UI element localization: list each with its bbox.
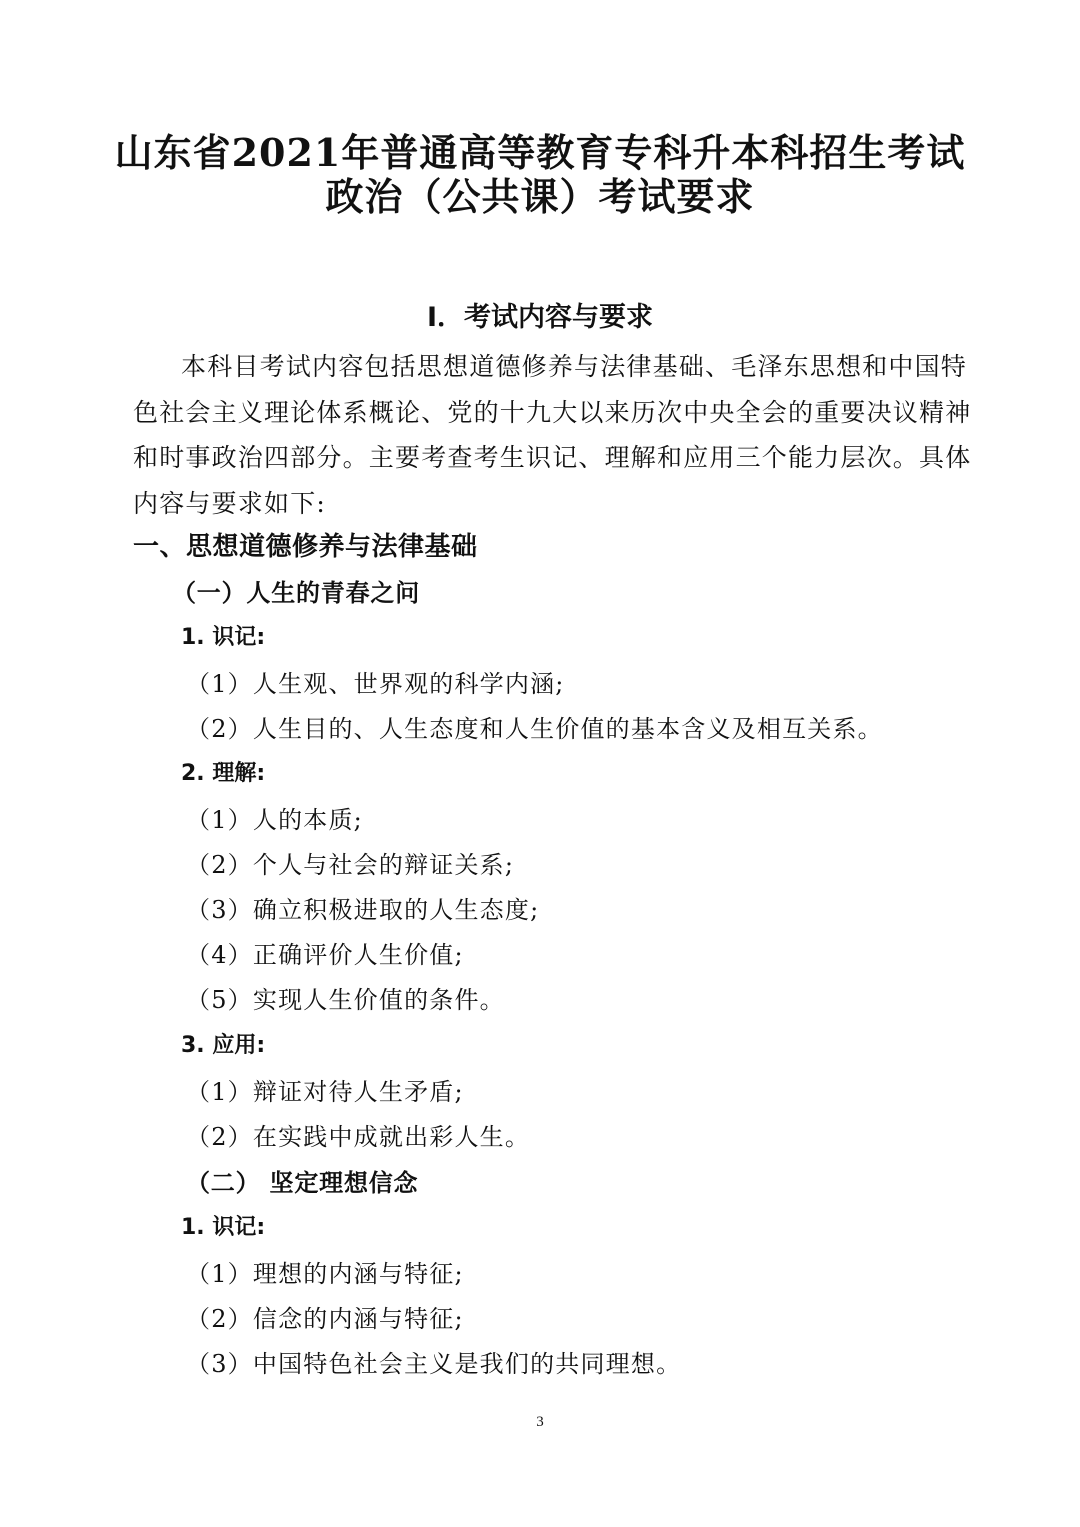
list-item: （1）人的本质; xyxy=(186,806,363,834)
sub2-heading: （二） 坚定理想信念 xyxy=(186,1169,419,1197)
list-item: （3）确立积极进取的人生态度; xyxy=(186,896,540,924)
sub1-heading: （一）人生的青春之问 xyxy=(172,579,420,607)
list-item: （1）理想的内涵与特征; xyxy=(186,1260,464,1288)
intro-paragraph-line: 内容与要求如下: xyxy=(133,489,327,518)
intro-paragraph-line: 和时事政治四部分。主要考查考生识记、理解和应用三个能力层次。具体 xyxy=(133,443,972,472)
list-item: （2）个人与社会的辩证关系; xyxy=(186,851,515,879)
intro-paragraph-line: 本科目考试内容包括思想道德修养与法律基础、毛泽东思想和中国特 xyxy=(181,352,968,381)
document-title-line-1: 山东省2021年普通高等教育专科升本科招生考试 xyxy=(114,130,966,175)
intro-paragraph-line: 色社会主义理论体系概论、党的十九大以来历次中央全会的重要决议精神 xyxy=(133,398,972,427)
list-item: （3）中国特色社会主义是我们的共同理想。 xyxy=(186,1350,682,1378)
sub1-understand-label: 2. 理解: xyxy=(181,761,266,786)
sub1-apply-label: 3. 应用: xyxy=(181,1033,266,1058)
document-title-line-2: 政治（公共课）考试要求 xyxy=(325,174,755,219)
sub2-recall-label: 1. 识记: xyxy=(181,1215,266,1240)
sub1-recall-label: 1. 识记: xyxy=(181,625,266,650)
section-heading: I．考试内容与要求 xyxy=(426,302,654,333)
list-item: （5）实现人生价值的条件。 xyxy=(186,986,505,1014)
part1-heading: 一、思想道德修养与法律基础 xyxy=(133,532,478,562)
list-item: （1）人生观、世界观的科学内涵; xyxy=(186,670,565,698)
list-item: （2）人生目的、人生态度和人生价值的基本含义及相互关系。 xyxy=(186,715,883,743)
page-number: 3 xyxy=(536,1414,544,1430)
list-item: （1）辩证对待人生矛盾; xyxy=(186,1078,464,1106)
list-item: （2）信念的内涵与特征; xyxy=(186,1305,464,1333)
list-item: （2）在实践中成就出彩人生。 xyxy=(186,1123,531,1151)
list-item: （4）正确评价人生价值; xyxy=(186,941,464,969)
